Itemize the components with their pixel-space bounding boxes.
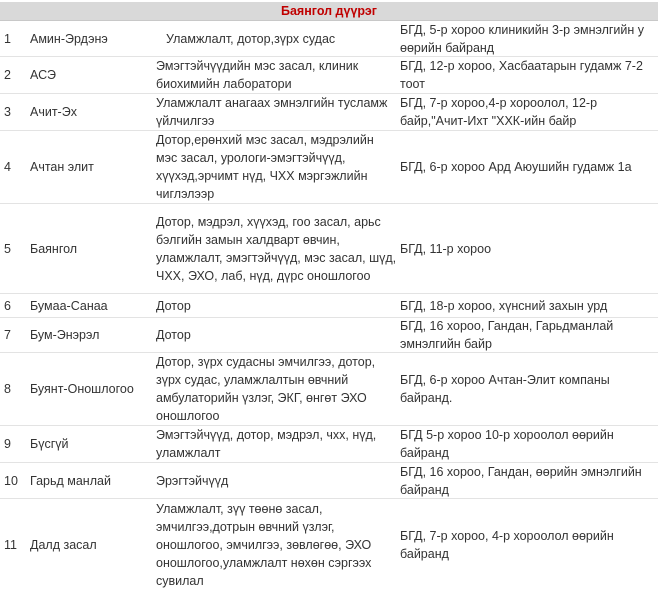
clinic-services-text: Дотор bbox=[156, 328, 191, 342]
clinic-address-text: БГД 5-р хороо 10-р хороолол өөрийн байранд bbox=[400, 428, 614, 460]
row-number: 1 bbox=[4, 32, 11, 46]
clinic-services bbox=[156, 294, 398, 317]
clinic-services bbox=[156, 318, 398, 352]
clinic-address-text: БГД, 11-р хороо bbox=[400, 241, 492, 256]
clinic-name: Буянт-Оношлогоо bbox=[30, 382, 134, 396]
clinic-table bbox=[0, 22, 658, 591]
row-number: 9 bbox=[4, 437, 11, 451]
clinic-address bbox=[400, 131, 658, 203]
table-row bbox=[0, 204, 658, 294]
table-row bbox=[0, 353, 658, 426]
clinic-address bbox=[400, 463, 658, 498]
clinic-address bbox=[400, 57, 658, 93]
clinic-address-text: БГД, 16 хороо, Гандан, өөрийн эмнэлгийн байранд bbox=[400, 464, 642, 497]
table-row bbox=[0, 57, 658, 94]
clinic-address bbox=[400, 94, 658, 130]
clinic-services-text: Уламжлалт, зүү төөнө засал, эмчилгээ,дотрын өвчний үзлэг, оношлогоо, эмчилгээ, зөвлөгөө, ЭХО оношлогоо,уламжлалт нөхөн сэргээх сувилал bbox=[156, 502, 372, 588]
clinic-services bbox=[156, 57, 398, 93]
clinic-name: Амин-Эрдэнэ bbox=[30, 32, 108, 46]
clinic-address bbox=[400, 294, 658, 317]
clinic-name: Бүсгүй bbox=[30, 437, 69, 451]
clinic-services-text: Дотор,ерөнхий мэс засал, мэдрэлийн мэс засал, урологи-эмэгтэйчүүд, хүүхэд,эрчимт нүд, ЧХХ мэргэжлийн чиглэлээр bbox=[156, 133, 374, 201]
clinic-address-text: БГД, 7-р хороо,4-р хороолол, 12-р байр,"Ачит-Ихт "ХХК-ийн байр bbox=[400, 96, 598, 128]
clinic-services-text: Дотор bbox=[156, 298, 191, 313]
table-row bbox=[0, 131, 658, 204]
row-number: 3 bbox=[4, 105, 11, 119]
table-row bbox=[0, 426, 658, 463]
clinic-address bbox=[400, 318, 658, 352]
clinic-services bbox=[156, 426, 398, 462]
district-header: Баянгол дүүрэг bbox=[0, 2, 658, 21]
row-number: 4 bbox=[4, 160, 11, 174]
clinic-name: Бум-Энэрэл bbox=[30, 328, 100, 342]
clinic-services bbox=[156, 22, 398, 56]
clinic-services-text: Уламжлалт анагаах эмнэлгийн тусламж үйлчилгээ bbox=[156, 96, 388, 128]
table-row bbox=[0, 94, 658, 131]
clinic-address bbox=[400, 22, 658, 56]
row-number: 10 bbox=[4, 473, 18, 488]
clinic-services-text: Уламжлалт, дотор,зүрх судас bbox=[166, 32, 336, 46]
clinic-name: Бумаа-Санаа bbox=[30, 298, 108, 313]
row-number: 2 bbox=[4, 68, 11, 82]
clinic-services-text: Эрэгтэйчүүд bbox=[156, 473, 229, 488]
clinic-name: Далд засал bbox=[30, 538, 97, 552]
clinic-address bbox=[400, 353, 658, 425]
clinic-address-text: БГД, 6-р хороо Ачтан-Элит компаны байранд. bbox=[400, 373, 610, 405]
clinic-address-text: БГД, 6-р хороо Ард Аюушийн гудамж 1а bbox=[400, 160, 632, 174]
clinic-name: АСЭ bbox=[30, 68, 56, 82]
row-number: 11 bbox=[4, 538, 17, 552]
clinic-name: Гарьд манлай bbox=[30, 473, 111, 488]
clinic-address-text: БГД, 16 хороо, Гандан, Гарьдманлай эмнэлгийн байр bbox=[400, 319, 614, 351]
clinic-name: Баянгол bbox=[30, 241, 78, 256]
clinic-address-text: БГД, 18-р хороо, хүнсний захын урд bbox=[400, 298, 608, 313]
clinic-services-text: Дотор, мэдрэл, хүүхэд, гоо засал, арьс бэлгийн замын халдварт өвчин, уламжлалт, эмэгтэйчүүд, мэс засал, шүд, ЧХХ, ЭХО, лаб, нүд, дүрс оношлогоо bbox=[156, 214, 397, 283]
clinic-services bbox=[156, 463, 398, 498]
table-row bbox=[0, 318, 658, 353]
table-row bbox=[0, 463, 658, 499]
row-number: 7 bbox=[4, 328, 11, 342]
clinic-services bbox=[156, 353, 398, 425]
clinic-address-text: БГД, 7-р хороо, 4-р хороолол өөрийн байранд bbox=[400, 529, 614, 561]
clinic-name: Ачит-Эх bbox=[30, 105, 77, 119]
clinic-address-text: БГД, 12-р хороо, Хасбаатарын гудамж 7-2 тоот bbox=[400, 59, 643, 91]
clinic-address-text: БГД, 5-р хороо клиникийн 3-р эмнэлгийн у өөрийн байранд bbox=[400, 23, 645, 55]
table-row bbox=[0, 294, 658, 318]
row-number: 6 bbox=[4, 298, 11, 313]
clinic-services-text: Дотор, зүрх судасны эмчилгээ, дотор, зүрх судас, уламжлалтын өвчний амбулаторийн үзлэг, ЭКГ, өнгөт ЭХО оношлогоо bbox=[156, 355, 376, 423]
clinic-address bbox=[400, 426, 658, 462]
clinic-services-text: Эмэгтэйчүүдийн мэс засал, клиник биохимийн лаборатори bbox=[156, 59, 359, 91]
row-number: 5 bbox=[4, 241, 11, 256]
clinic-services bbox=[156, 499, 398, 591]
table-row bbox=[0, 499, 658, 591]
clinic-services bbox=[156, 204, 398, 293]
clinic-services-text: Эмэгтэйчүүд, дотор, мэдрэл, чхх, нүд, уламжлалт bbox=[156, 428, 377, 460]
clinic-address bbox=[400, 204, 658, 293]
clinic-services bbox=[156, 94, 398, 130]
row-number: 8 bbox=[4, 382, 11, 396]
clinic-address bbox=[400, 499, 658, 591]
clinic-name: Ачтан элит bbox=[30, 160, 94, 174]
table-row bbox=[0, 22, 658, 57]
clinic-services bbox=[156, 131, 398, 203]
